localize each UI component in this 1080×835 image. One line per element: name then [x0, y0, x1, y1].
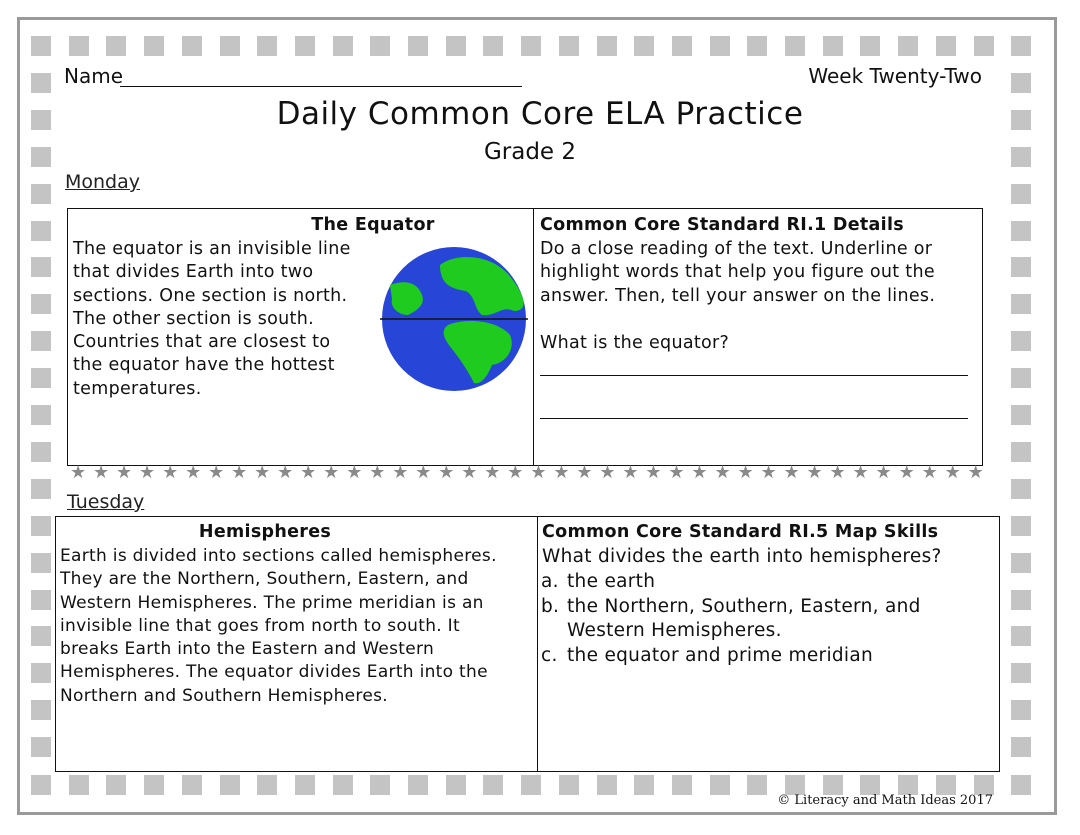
border-square [257, 36, 277, 56]
border-square [1011, 294, 1031, 314]
star-icon: ★ [185, 462, 202, 483]
tuesday-divider [537, 516, 538, 772]
border-square [672, 775, 692, 795]
monday-label: Monday [65, 171, 141, 193]
page-title: Daily Common Core ELA Practice [276, 96, 804, 132]
border-square [1011, 479, 1031, 499]
tuesday-question: What divides the earth into hemispheres? [542, 546, 942, 567]
grade-label: Grade 2 [483, 139, 577, 165]
monday-passage-title: The Equator [311, 215, 435, 235]
border-square [182, 775, 202, 795]
border-square [597, 36, 617, 56]
border-square [521, 775, 541, 795]
border-square [1011, 405, 1031, 425]
border-square [31, 405, 51, 425]
border-square [1011, 590, 1031, 610]
tuesday-label: Tuesday [67, 491, 145, 513]
border-square [1011, 221, 1031, 241]
border-square [1011, 442, 1031, 462]
border-square [483, 775, 503, 795]
monday-question: What is the equator? [540, 333, 730, 353]
option-letter: a. [541, 571, 559, 592]
passage-line: Western Hemispheres. The prime meridian is an [60, 592, 484, 613]
star-icon: ★ [921, 462, 938, 483]
star-icon: ★ [944, 462, 961, 483]
answer-options [541, 570, 991, 669]
border-square [106, 775, 126, 795]
border-square [295, 36, 315, 56]
border-square [597, 775, 617, 795]
border-square [1011, 73, 1031, 93]
passage-line: temperatures. [73, 378, 202, 399]
star-icon: ★ [231, 462, 248, 483]
monday-divider [533, 208, 534, 466]
star-icon: ★ [323, 462, 340, 483]
border-square [31, 36, 51, 56]
border-square [69, 36, 89, 56]
star-icon: ★ [783, 462, 800, 483]
border-square [823, 775, 843, 795]
star-icon: ★ [438, 462, 455, 483]
star-icon: ★ [461, 462, 478, 483]
star-icon: ★ [254, 462, 271, 483]
border-square [1011, 184, 1031, 204]
star-icon: ★ [346, 462, 363, 483]
border-square [785, 775, 805, 795]
instruction-line: Do a close reading of the text. Underline or [540, 239, 933, 259]
passage-line: The equator is an invisible line [73, 239, 351, 259]
border-square [220, 775, 240, 795]
passage-line: breaks Earth into the Eastern and Western [60, 639, 435, 660]
passage-line: invisible line that goes from north to south. It [60, 615, 460, 636]
star-icon: ★ [507, 462, 524, 483]
border-square [898, 36, 918, 56]
option-letter: c. [541, 645, 558, 667]
answer-line[interactable] [540, 375, 968, 376]
border-square [634, 36, 654, 56]
border-square [408, 775, 428, 795]
passage-line: the equator have the hottest [73, 355, 335, 376]
border-square [333, 775, 353, 795]
border-square [31, 737, 51, 757]
border-square [974, 36, 994, 56]
border-square [31, 626, 51, 646]
star-icon: ★ [622, 462, 639, 483]
name-label: Name [64, 64, 124, 88]
star-icon: ★ [599, 462, 616, 483]
border-square [182, 36, 202, 56]
border-square [446, 36, 466, 56]
monday-instructions [540, 238, 980, 308]
passage-line: Earth is divided into sections called hemispheres. [60, 546, 497, 566]
tuesday-standard: Common Core Standard RI.5 Map Skills [542, 522, 939, 542]
copyright: © Literacy and Math Ideas 2017 [777, 793, 993, 808]
border-square [1011, 553, 1031, 573]
border-square [333, 36, 353, 56]
star-icon: ★ [484, 462, 501, 483]
star-icon: ★ [392, 462, 409, 483]
border-square [220, 36, 240, 56]
border-square [1011, 516, 1031, 536]
passage-line: sections. One section is north. [73, 285, 348, 306]
star-icon: ★ [806, 462, 823, 483]
border-square [370, 775, 390, 795]
tuesday-passage-title: Hemispheres [198, 522, 332, 542]
border-square [31, 590, 51, 610]
border-square [747, 36, 767, 56]
star-icon: ★ [139, 462, 156, 483]
border-square [483, 36, 503, 56]
star-icon: ★ [277, 462, 294, 483]
border-square [860, 775, 880, 795]
border-square [1011, 368, 1031, 388]
border-square [31, 257, 51, 277]
border-square [31, 442, 51, 462]
border-square [257, 775, 277, 795]
star-icon: ★ [300, 462, 317, 483]
star-icon: ★ [93, 462, 110, 483]
answer-line[interactable] [540, 418, 968, 419]
border-square [785, 36, 805, 56]
border-square [31, 331, 51, 351]
star-icon: ★ [967, 462, 984, 483]
instruction-line: answer. Then, tell your answer on the lines. [540, 285, 936, 306]
border-square [1011, 663, 1031, 683]
border-square [295, 775, 315, 795]
passage-line: They are the Northern, Southern, Eastern, and [60, 569, 469, 590]
passage-line: Hemispheres. The equator divides Earth into the [60, 662, 488, 683]
border-square [31, 221, 51, 241]
star-icon: ★ [553, 462, 570, 483]
border-square [106, 36, 126, 56]
border-square [1011, 257, 1031, 277]
border-square [559, 36, 579, 56]
border-square [31, 294, 51, 314]
border-square [936, 775, 956, 795]
star-icon: ★ [898, 462, 915, 483]
option-c[interactable] [541, 644, 991, 669]
star-icon: ★ [70, 462, 87, 483]
border-square [860, 36, 880, 56]
star-icon: ★ [875, 462, 892, 483]
week-label: Week Twenty-Two [808, 64, 982, 88]
star-icon: ★ [737, 462, 754, 483]
border-square [1011, 737, 1031, 757]
border-square [31, 368, 51, 388]
border-square [1011, 626, 1031, 646]
star-icon: ★ [530, 462, 547, 483]
globe-icon [378, 245, 530, 393]
star-icon: ★ [208, 462, 225, 483]
border-square [31, 700, 51, 720]
star-icon: ★ [645, 462, 662, 483]
instruction-line: highlight words that help you figure out the [540, 262, 935, 283]
monday-standard: Common Core Standard RI.1 Details [540, 215, 904, 235]
star-icon: ★ [691, 462, 708, 483]
border-square [710, 775, 730, 795]
border-square [370, 36, 390, 56]
monday-passage [73, 238, 383, 401]
border-square [69, 775, 89, 795]
border-square [634, 775, 654, 795]
passage-line: Northern and Southern Hemispheres. [60, 685, 388, 706]
border-square [823, 36, 843, 56]
option-text: the equator and prime meridian [567, 645, 874, 667]
star-icon: ★ [852, 462, 869, 483]
border-square [1011, 331, 1031, 351]
star-icon: ★ [415, 462, 432, 483]
option-text: Western Hemispheres. [567, 620, 782, 642]
border-square [936, 36, 956, 56]
passage-line: The other section is south. [73, 308, 314, 329]
star-icon: ★ [829, 462, 846, 483]
border-square [559, 775, 579, 795]
star-icon: ★ [576, 462, 593, 483]
border-square [31, 479, 51, 499]
option-text: the earth [567, 571, 656, 592]
border-square [974, 775, 994, 795]
border-square [31, 775, 51, 795]
border-square [31, 516, 51, 536]
border-square [144, 36, 164, 56]
border-square [31, 73, 51, 93]
option-letter: b. [541, 595, 560, 617]
star-icon: ★ [162, 462, 179, 483]
tuesday-passage [60, 545, 535, 708]
star-icon: ★ [714, 462, 731, 483]
option-text: the Northern, Southern, Eastern, and [567, 595, 921, 617]
border-square [710, 36, 730, 56]
border-square [408, 36, 428, 56]
border-square [521, 36, 541, 56]
border-square [672, 36, 692, 56]
border-square [747, 775, 767, 795]
border-square [1011, 700, 1031, 720]
border-square [1011, 36, 1031, 56]
border-square [1011, 775, 1031, 795]
border-square [31, 184, 51, 204]
option-a[interactable] [541, 570, 991, 595]
border-square [446, 775, 466, 795]
name-line[interactable] [120, 86, 522, 87]
border-square [898, 775, 918, 795]
star-icon: ★ [668, 462, 685, 483]
border-square [144, 775, 164, 795]
star-divider [70, 463, 984, 483]
border-square [31, 553, 51, 573]
border-square [31, 663, 51, 683]
star-icon: ★ [760, 462, 777, 483]
passage-line: Countries that are closest to [73, 332, 331, 353]
option-b[interactable] [541, 595, 991, 644]
star-icon: ★ [369, 462, 386, 483]
star-icon: ★ [116, 462, 133, 483]
passage-line: that divides Earth into two [73, 262, 314, 283]
